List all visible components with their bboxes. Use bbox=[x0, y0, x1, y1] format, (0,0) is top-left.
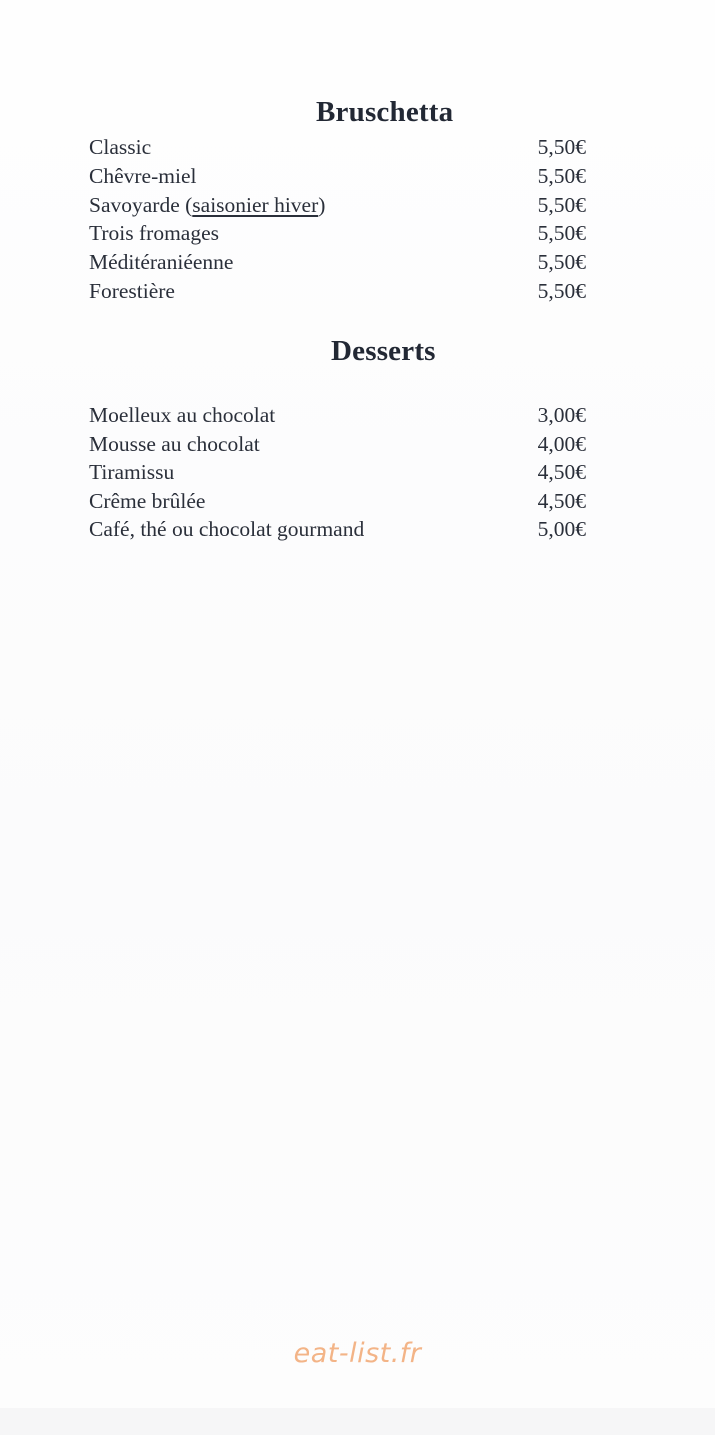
menu-item bbox=[89, 248, 586, 277]
item-name-with-note bbox=[89, 191, 325, 220]
site-watermark: eat-list.fr bbox=[293, 1338, 422, 1369]
section-title-desserts: Desserts bbox=[331, 335, 436, 367]
item-price: 3,00€ bbox=[537, 403, 586, 427]
menu-item bbox=[89, 458, 586, 487]
desserts-menu-list bbox=[89, 401, 586, 544]
menu-item bbox=[89, 219, 586, 248]
menu-item bbox=[89, 277, 586, 306]
item-name: Café, thé ou chocolat gourmand bbox=[89, 517, 365, 542]
page-bottom-edge bbox=[0, 1408, 715, 1435]
item-name: Mousse au chocolat bbox=[89, 431, 260, 456]
menu-item bbox=[89, 133, 586, 162]
item-price: 5,00€ bbox=[537, 517, 586, 542]
item-name-text: Savoyarde ( bbox=[89, 192, 193, 217]
item-name: Forestière bbox=[89, 278, 175, 303]
menu-item bbox=[89, 430, 586, 459]
menu-item bbox=[89, 162, 586, 191]
item-price: 4,00€ bbox=[537, 431, 586, 456]
item-price: 4,50€ bbox=[537, 488, 586, 513]
item-name: Trois fromages bbox=[89, 221, 219, 246]
item-price: 5,50€ bbox=[537, 221, 586, 246]
item-price: 4,50€ bbox=[537, 460, 586, 485]
menu-item bbox=[89, 515, 586, 544]
item-price: 5,50€ bbox=[537, 163, 586, 188]
item-seasonal-note: saisonier hiver bbox=[192, 192, 319, 217]
item-name: Crême brûlée bbox=[89, 488, 206, 513]
section-title-bruschetta: Bruschetta bbox=[316, 96, 454, 128]
item-price: 5,50€ bbox=[537, 192, 586, 217]
item-name: Méditéraniéenne bbox=[89, 250, 234, 275]
item-price: 5,50€ bbox=[537, 135, 586, 159]
item-name: Chêvre-miel bbox=[89, 163, 197, 188]
item-price: 5,50€ bbox=[537, 250, 586, 275]
bruschetta-menu-list bbox=[89, 133, 586, 306]
item-name: Moelleux au chocolat bbox=[89, 403, 276, 427]
menu-item bbox=[89, 487, 586, 516]
menu-item bbox=[89, 401, 586, 430]
item-price: 5,50€ bbox=[537, 278, 586, 303]
menu-item bbox=[89, 191, 586, 220]
item-name: Classic bbox=[89, 135, 152, 159]
item-name-suffix: ) bbox=[318, 192, 326, 217]
item-name: Tiramissu bbox=[89, 460, 175, 485]
